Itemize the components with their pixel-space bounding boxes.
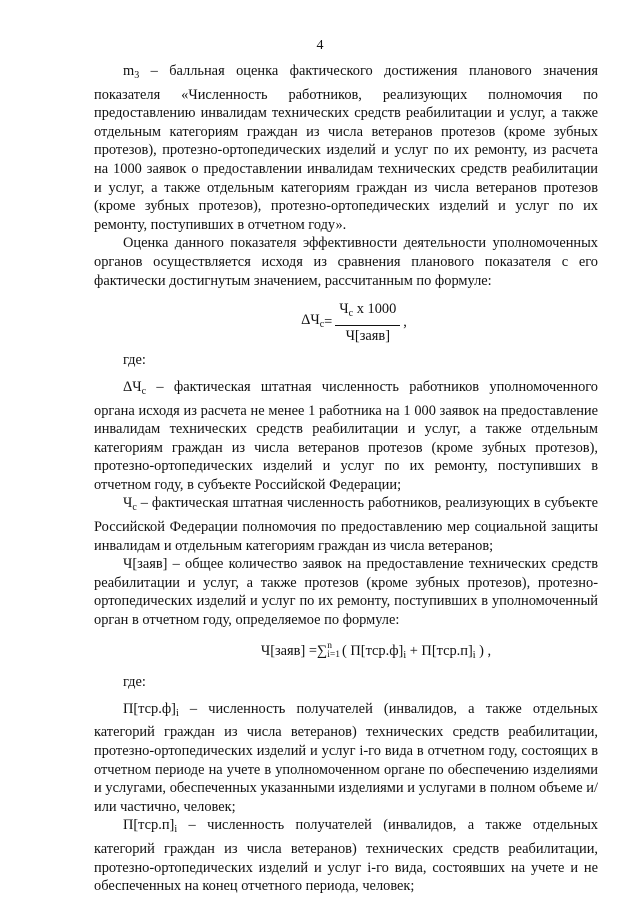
formula2-sum-sign: ∑ bbox=[316, 642, 328, 659]
formula1-fraction bbox=[335, 300, 400, 345]
definition-delta-chs: $\Delta Ч_с$ – фактическая штатная численность работников уполномоченного органа исходя из расчета не менее 1 работника на 1 000 заявок на предоставление инвалидам технических средств реабилитации и услуг, а также отдельным категориям граждан из числа ветеранов протезов (кроме зубных протезов), протезно-ортопедических изделий и услуг по их ремонту, поступивших в отчетном году, в субъекте Российской Федерации; bbox=[94, 378, 598, 493]
formula-delta-chs bbox=[110, 300, 598, 345]
page-number: 4 bbox=[316, 38, 324, 53]
formula-ch-zayav bbox=[154, 642, 598, 666]
definition-ch-zayav: Ч[заяв] – общее количество заявок на предоставление технических средств реабилитации и услуг, а также протезов (кроме зубных протезов), протезно-ортопедических изделий и услуг по их ремонту, поступивших в уполномоченный орган в отчетном году, определяемое по формуле: bbox=[94, 556, 598, 629]
symbol-m: m bbox=[123, 63, 135, 79]
formula1-lhs: $\Delta Ч_с$ bbox=[301, 311, 325, 330]
formula1-denominator: Ч[заяв] bbox=[345, 327, 390, 344]
formula2-sum-limits: n i=1 bbox=[327, 640, 340, 660]
formula1-tail: , bbox=[403, 314, 407, 331]
where-label-1: где: bbox=[123, 352, 146, 369]
definition-chs: $Ч_с$ – фактическая штатная численность работников, реализующих в субъекте Российской Федерации полномочия по предоставлению мер социальной защиты инвалидам и отдельным категориям граждан из числа ветеранов; bbox=[94, 495, 598, 554]
formula1-numerator: $Ч_с$ х 1000 bbox=[335, 300, 400, 326]
where-label-2: где: bbox=[123, 674, 146, 691]
paragraph-m3-definition bbox=[94, 62, 598, 234]
m3-definition-text: – балльная оценка фактического достижения планового значения показателя «Численность работников, реализующих полномочия по предоставлению инвалидам технических средств реабилитации и услуг, а также отдельным категориям граждан из числа ветеранов протезов (кроме зубных протезов), протезно-ортопедических изделий и услуг по их ремонту, из расчета на 1000 заявок о предоставлении инвалидам технических средств реабилитации и услуг, а также отдельным категориям граждан из числа ветеранов протезов (кроме зубных протезов), протезно-ортопедических изделий и услуг по их ремонту, поступивших в отчетном году». bbox=[94, 63, 598, 233]
formula2-body: ( $П[тср.ф]_i + П[тср.п]_i$ ) , bbox=[342, 642, 492, 661]
definition-p-tsr-f: $П[тср.ф]_i$ – численность получателей (инвалидов, а также отдельных категорий граждан из числа ветеранов) технических средств реабилитации, протезно-ортопедических изделий и услуг i-го вида в отчетном году, состоящих в отчетном периоде на учете в уполномоченном органе по обеспечению изделиями и услугами, обеспеченных указанными изделиями и услугами в полном объеме и/или частично, человек; bbox=[94, 700, 598, 815]
paragraph-evaluation: Оценка данного показателя эффективности деятельности уполномоченных органов осуществляется исходя из сравнения планового показателя с его фактически достигнутым значением, рассчитанным по формуле: bbox=[94, 235, 598, 289]
formula2-lhs: Ч[заяв] = bbox=[260, 642, 317, 659]
document-body bbox=[94, 62, 598, 896]
definition-p-tsr-p: $П[тср.п]_i$ – численность получателей (инвалидов, а также отдельных категорий граждан из числа ветеранов) технических средств реабилитации, протезно-ортопедических изделий и услуг i-го вида, состоявших на учете и не обеспеченных на конец отчетного периода, человек; bbox=[94, 817, 598, 895]
symbol-m-subscript: 3 bbox=[134, 70, 140, 81]
formula1-equals: = bbox=[324, 314, 333, 331]
